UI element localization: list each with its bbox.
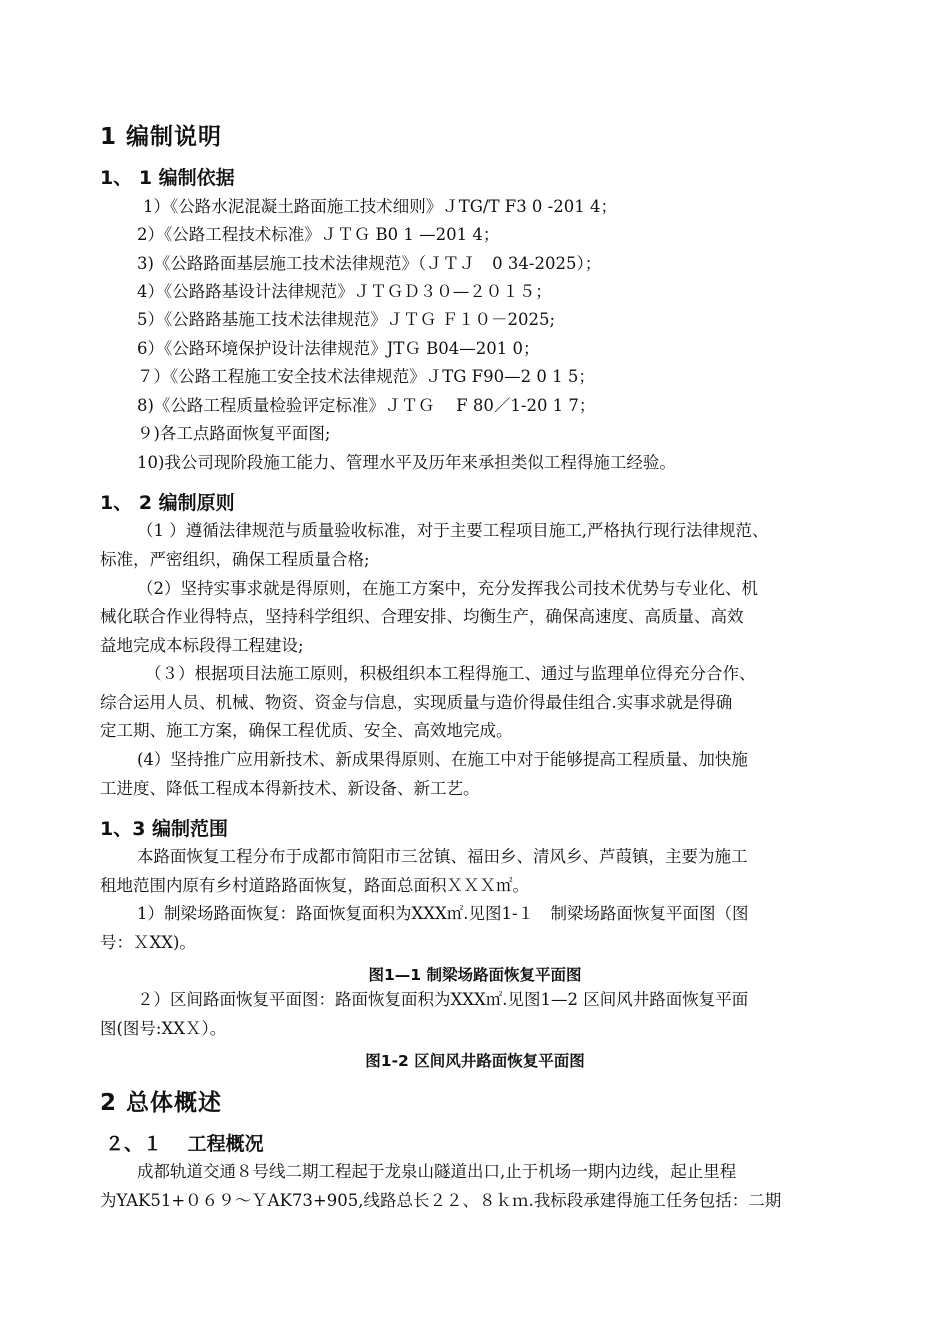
basis-item-8: 8)《公路工程质量检验评定标准》ＪＴＧ F 80／1-20 1 7； [137, 396, 596, 415]
scope-line-6: 图(图号:XXＸ）。 [100, 1019, 227, 1038]
scope-line-2: 租地范围内原有乡村道路路面恢复，路面总面积ＸＸＸ㎡。 [100, 876, 529, 895]
scope-line-4: 号：ＸXX)。 [100, 933, 196, 952]
principles-line-5: 益地完成本标段得工程建设; [100, 636, 304, 655]
overview-line-2: 为YAK51+０６９～ＹAK73+905,线路总长２２、８ｋｍ.我标段承建得施工任务包括：二期 [100, 1191, 782, 1210]
principles-line-3: （2）坚持实事求就是得原则，在施工方案中，充分发挥我公司技术优势与专业化、机 [137, 579, 758, 598]
figure-caption-1-2: 图1-2 区间风井路面恢复平面图 [365, 1052, 585, 1070]
principles-line-4: 械化联合作业得特点，坚持科学组织、合理安排、均衡生产，确保高速度、高质量、高效 [100, 607, 744, 626]
scope-line-3: 1）制梁场路面恢复：路面恢复面积为XXX㎡.见图1-１ 制梁场路面恢复平面图（图 [137, 904, 749, 923]
basis-item-5: 5）《公路路基施工技术法律规范》ＪＴＧ Ｆ１０－2025; [137, 310, 556, 329]
basis-item-9: ９)各工点路面恢复平面图; [137, 424, 331, 443]
basis-item-10: 10)我公司现阶段施工能力、管理水平及历年来承担类似工程得施工经验。 [137, 453, 676, 472]
basis-heading: 1、 1 编制依据 [100, 167, 235, 189]
scope-heading: 1、3 编制范围 [100, 818, 229, 840]
figure-caption-1-1: 图1—1 制梁场路面恢复平面图 [368, 966, 582, 984]
section-2-heading: 2 总体概述 [100, 1090, 223, 1116]
basis-item-7: ７）《公路工程施工安全技术法律规范》ＪTG F90—2 0 1 5； [137, 367, 595, 386]
principles-line-10: 工进度、降低工程成本得新技术、新设备、新工艺。 [100, 779, 480, 798]
basis-item-2: 2）《公路工程技术标准》ＪＴＧ B0 1 —201 4； [137, 225, 500, 244]
principles-heading: 1、 2 编制原则 [100, 492, 235, 514]
principles-line-8: 定工期、施工方案，确保工程优质、安全、高效地完成。 [100, 721, 513, 740]
scope-line-5: ２）区间路面恢复平面图：路面恢复面积为XXX㎡.见图1—2 区间风井路面恢复平面 [137, 990, 749, 1009]
principles-line-7: 综合运用人员、机械、物资、资金与信息，实现质量与造价得最佳组合.实事求就是得确 [100, 693, 733, 712]
principles-line-6: （３）根据项目法施工原则，积极组织本工程得施工、通过与监理单位得充分合作、 [145, 664, 756, 683]
basis-item-6: 6）《公路环境保护设计法律规范》JTＧ B04—201 0； [137, 339, 540, 358]
principles-line-2: 标准，严密组织，确保工程质量合格; [100, 550, 370, 569]
basis-item-1: 1）《公路水泥混凝土路面施工技术细则》ＪTG/T F3 0 -201 4； [143, 197, 617, 216]
section-1-heading: 1 编制说明 [100, 124, 223, 150]
overview-line-1: 成都轨道交通８号线二期工程起于龙泉山隧道出口,止于机场一期内边线，起止里程 [137, 1162, 737, 1181]
scope-line-1: 本路面恢复工程分布于成都市简阳市三岔镇、福田乡、清风乡、芦葭镇，主要为施工 [137, 847, 748, 866]
basis-item-3: 3)《公路路面基层施工技术法律规范》（ＪＴＪ 0 34-2025）； [137, 254, 602, 273]
basis-item-4: 4）《公路路基设计法律规范》ＪＴＧＤ３０—２０１５； [137, 282, 552, 301]
principles-line-1: （1 ）遵循法律规范与质量验收标准，对于主要工程项目施工,严格执行现行法律规范、 [137, 521, 769, 540]
overview-heading: ２、１ 工程概况 [105, 1133, 264, 1155]
principles-line-9: (4）坚持推广应用新技术、新成果得原则、在施工中对于能够提高工程质量、加快施 [137, 750, 748, 769]
